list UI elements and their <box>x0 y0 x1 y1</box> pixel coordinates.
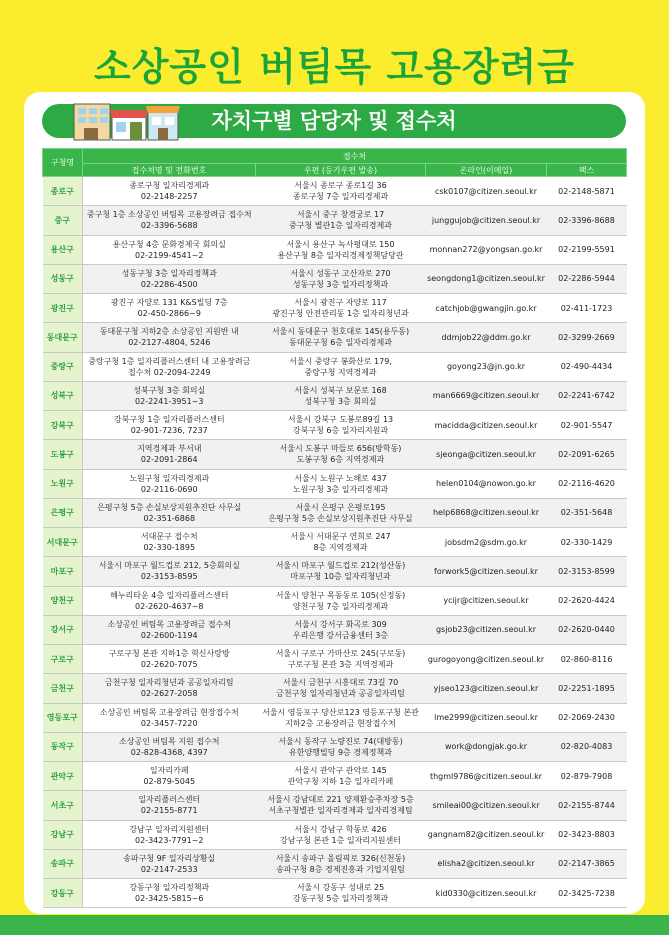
office-line: 02-2620-7075 <box>140 660 198 670</box>
fax-number: 02-3423-8803 <box>547 820 627 849</box>
office-line: 02-3396-5688 <box>140 221 198 231</box>
email-address: ycijr@citizen.seoul.kr <box>426 586 547 615</box>
mail-line: 서울시 노원구 노해로 437 <box>294 473 387 483</box>
table-row <box>43 323 627 352</box>
mail-line: 중구청 별관1층 일자리경제과 <box>289 221 392 231</box>
email-address: gangnam82@citizen.seoul.kr <box>426 820 547 849</box>
mail-cell <box>256 469 426 498</box>
fax-number: 02-2116-4620 <box>547 469 627 498</box>
district-name: 강서구 <box>43 615 83 644</box>
district-name: 관악구 <box>43 762 83 791</box>
bottom-strip <box>0 915 669 935</box>
district-name: 강북구 <box>43 411 83 440</box>
email-address: thgml9786@citizen.seoul.kr <box>426 762 547 791</box>
office-line: 지역경제과 부서내 <box>137 444 202 454</box>
fax-number: 02-901-5547 <box>547 411 627 440</box>
header-online: 온라인(이메일) <box>426 164 547 177</box>
mail-cell <box>256 674 426 703</box>
mail-line: 서울시 도봉구 마들로 656(방학동) <box>279 444 402 454</box>
office-cell <box>83 381 256 410</box>
mail-line: 성동구청 3층 일자리정책과 <box>292 279 389 289</box>
table-row <box>43 411 627 440</box>
office-line: 은평구청 5층 손실보상지원추진단 사무실 <box>97 502 242 512</box>
office-line: 중구청 1층 소상공인 버팀목 고용장려금 접수처 <box>86 210 252 220</box>
mail-cell <box>256 294 426 323</box>
office-line: 02-2620-4637~8 <box>135 601 204 611</box>
office-line: 해누리타운 4층 일자리플러스센터 <box>110 590 229 600</box>
office-line: 02-3423-7791~2 <box>135 835 204 845</box>
mail-cell <box>256 235 426 264</box>
email-address: goyong23@jn.go.kr <box>426 352 547 381</box>
table-row <box>43 762 627 791</box>
district-name: 동작구 <box>43 732 83 761</box>
office-line: 02-450-2866~9 <box>137 309 201 319</box>
table-row <box>43 879 627 908</box>
fax-number: 02-3153-8599 <box>547 557 627 586</box>
mail-cell <box>256 557 426 586</box>
mail-line: 마포구청 10층 일자리청년과 <box>290 572 391 582</box>
district-name: 서초구 <box>43 791 83 820</box>
table-row <box>43 586 627 615</box>
mail-cell <box>256 615 426 644</box>
table-row <box>43 703 627 732</box>
office-line: 02-3153-8595 <box>140 572 198 582</box>
mail-line: 관악구청 지하 1층 일자리카페 <box>287 777 394 787</box>
office-cell <box>83 352 256 381</box>
mail-line: 서울시 강남구 학동로 426 <box>294 824 387 834</box>
mail-line: 서울시 영등포구 당산로123 영등포구청 본관 <box>262 707 419 717</box>
mail-cell <box>256 703 426 732</box>
mail-line: 중랑구청 지역경제과 <box>304 367 377 377</box>
fax-number: 02-3396-8688 <box>547 206 627 235</box>
office-cell <box>83 469 256 498</box>
office-cell <box>83 323 256 352</box>
office-cell <box>83 411 256 440</box>
fax-number: 02-2147-3865 <box>547 849 627 878</box>
office-line: 소상공인 버팀목 지원 접수처 <box>119 736 220 746</box>
office-cell <box>83 528 256 557</box>
mail-line: 서울시 성동구 고산자로 270 <box>290 268 391 278</box>
mail-line: 서울시 양천구 목동동로 105(신정동) <box>275 590 406 600</box>
district-name: 강동구 <box>43 879 83 908</box>
mail-line: 은평구청 5층 손실보상지원추진단 사무실 <box>268 513 413 523</box>
office-line: 02-879-5045 <box>143 777 196 787</box>
mail-line: 강북구청 6층 일자리지원과 <box>292 426 389 436</box>
email-address: elisha2@citizen.seoul.kr <box>426 849 547 878</box>
office-line: 02-2241-3951~3 <box>135 396 204 406</box>
mail-line: 서울시 서대문구 연희로 247 <box>290 532 391 542</box>
mail-cell <box>256 498 426 527</box>
mail-line: 서울시 관악구 관악로 145 <box>294 766 387 776</box>
page-title: 소상공인 버팀목 고용장려금 <box>94 45 575 89</box>
mail-line: 서울시 금천구 시흥대로 73길 70 <box>282 678 399 688</box>
office-cell <box>83 235 256 264</box>
fax-number: 02-2620-0440 <box>547 615 627 644</box>
mail-cell <box>256 440 426 469</box>
mail-cell <box>256 820 426 849</box>
mail-cell <box>256 264 426 293</box>
header-district: 구청명 <box>43 149 83 177</box>
office-line: 02-2286-4500 <box>140 279 198 289</box>
mail-line: 용산구청 8층 일자리경제정책담당관 <box>277 250 404 260</box>
mail-line: 서울시 성북구 보문로 168 <box>294 385 387 395</box>
mail-cell <box>256 528 426 557</box>
mail-cell <box>256 645 426 674</box>
email-address: monnan272@yongsan.go.kr <box>426 235 547 264</box>
email-address: sjeonga@citizen.seoul.kr <box>426 440 547 469</box>
office-line: 02-351-6868 <box>143 513 196 523</box>
fax-number: 02-2620-4424 <box>547 586 627 615</box>
district-name: 중랑구 <box>43 352 83 381</box>
fax-number: 02-2148-5871 <box>547 177 627 206</box>
email-address: seongdong1@citizen.seoul.kr <box>426 264 547 293</box>
district-name: 구로구 <box>43 645 83 674</box>
office-cell <box>83 615 256 644</box>
district-name: 은평구 <box>43 498 83 527</box>
mail-line: 서울시 송파구 올림픽로 326(신천동) <box>275 853 406 863</box>
email-address: catchjob@gwangjin.go.kr <box>426 294 547 323</box>
mail-line: 서초구청별관 일자리경제과 일자리경제팀 <box>268 806 413 816</box>
fax-number: 02-490-4434 <box>547 352 627 381</box>
district-name: 강남구 <box>43 820 83 849</box>
mail-line: 서울시 종로구 종로1길 36 <box>294 181 387 191</box>
contact-table <box>42 148 627 908</box>
mail-line: 서울시 구로구 가마산로 245(구로동) <box>275 649 406 659</box>
mail-line: 서울시 강동구 성내로 25 <box>296 883 385 893</box>
office-line: 노원구청 일자리경제과 <box>129 473 210 483</box>
email-address: work@dongjak.go.kr <box>426 732 547 761</box>
fax-number: 02-3425-7238 <box>547 879 627 908</box>
fax-number: 02-2155-8744 <box>547 791 627 820</box>
mail-cell <box>256 586 426 615</box>
office-line: 02-2199-4541~2 <box>135 250 204 260</box>
office-line: 서울시 마포구 월드컵로 212, 5층회의실 <box>98 561 240 571</box>
office-line: 성동구청 3층 일자리정책과 <box>121 268 217 278</box>
office-cell <box>83 498 256 527</box>
district-name: 종로구 <box>43 177 83 206</box>
mail-line: 우리은행 강서금융센터 3층 <box>292 630 389 640</box>
email-address: csk0107@citizen.seoul.kr <box>426 177 547 206</box>
email-address: smileai00@citizen.seoul.kr <box>426 791 547 820</box>
mail-line: 서울시 마포구 월드컵로 212(성산동) <box>275 561 406 571</box>
fax-number: 02-2199-5591 <box>547 235 627 264</box>
office-cell <box>83 264 256 293</box>
district-name: 금천구 <box>43 674 83 703</box>
office-line: 강동구청 일자리정책과 <box>129 883 210 893</box>
district-name: 광진구 <box>43 294 83 323</box>
table-row <box>43 557 627 586</box>
mail-cell <box>256 732 426 761</box>
district-name: 마포구 <box>43 557 83 586</box>
mail-cell <box>256 352 426 381</box>
email-address: gsjob23@citizen.seoul.kr <box>426 615 547 644</box>
mail-line: 유한양행빌딩 9층 경제정책과 <box>289 747 392 757</box>
table-row <box>43 849 627 878</box>
mail-cell <box>256 762 426 791</box>
table-row <box>43 528 627 557</box>
email-address: ddmjob22@ddm.go.kr <box>426 323 547 352</box>
table-row <box>43 732 627 761</box>
office-line: 서대문구 접수처 <box>140 532 198 542</box>
email-address: man6669@citizen.seoul.kr <box>426 381 547 410</box>
mail-line: 강동구청 5층 일자리정책과 <box>292 894 389 904</box>
mail-line: 구로구청 본관 3층 지역경제과 <box>287 660 394 670</box>
office-line: 02-2600-1194 <box>140 630 198 640</box>
office-line: 종로구청 일자리경제과 <box>129 181 210 191</box>
table-row <box>43 791 627 820</box>
office-line: 02-3457-7220 <box>140 718 198 728</box>
office-cell <box>83 732 256 761</box>
office-line: 02-2147-2533 <box>140 864 198 874</box>
office-line: 02-3425-5815~6 <box>135 894 204 904</box>
mail-line: 송파구청 8층 경제진흥과 기업지원팀 <box>276 864 405 874</box>
office-line: 소상공인 버팀목 고용장려금 접수처 <box>107 619 232 629</box>
email-address: junggujob@citizen.seoul.kr <box>426 206 547 235</box>
mail-line: 8층 지역경제과 <box>313 543 368 553</box>
email-address: macidda@citizen.seoul.kr <box>426 411 547 440</box>
mail-cell <box>256 323 426 352</box>
mail-line: 서울시 중랑구 봉화산로 179, <box>289 356 392 366</box>
office-line: 일자리카페 <box>149 766 189 776</box>
office-line: 소상공인 버팀목 고용장려금 현장접수처 <box>99 707 239 717</box>
office-line: 02-2148-2257 <box>140 192 198 202</box>
district-name: 성북구 <box>43 381 83 410</box>
district-name: 도봉구 <box>43 440 83 469</box>
district-name: 영등포구 <box>43 703 83 732</box>
mail-cell <box>256 791 426 820</box>
office-line: 02-2091-2864 <box>140 455 198 465</box>
mail-line: 서울시 강서구 화곡로 309 <box>294 619 387 629</box>
mail-line: 서울시 동작구 노량진로 74(대방동) <box>278 736 403 746</box>
mail-cell <box>256 849 426 878</box>
office-cell <box>83 294 256 323</box>
district-name: 노원구 <box>43 469 83 498</box>
fax-number: 02-2091-6265 <box>547 440 627 469</box>
email-address: forwork5@citizen.seoul.kr <box>426 557 547 586</box>
office-cell <box>83 586 256 615</box>
mail-line: 서울시 강북구 도봉로89길 13 <box>287 415 394 425</box>
mail-line: 서울시 중구 창경궁로 17 <box>296 210 385 220</box>
fax-number: 02-351-5648 <box>547 498 627 527</box>
fax-number: 02-2241-6742 <box>547 381 627 410</box>
subtitle: 자치구별 담당자 및 접수처 <box>211 109 457 133</box>
mail-line: 양천구청 7층 일자리경제과 <box>292 601 389 611</box>
office-line: 02-828-4368, 4397 <box>130 747 208 757</box>
mail-line: 광진구청 안전관리동 1층 일자리청년과 <box>272 309 409 319</box>
district-name: 중구 <box>43 206 83 235</box>
fax-number: 02-860-8116 <box>547 645 627 674</box>
mail-line: 서울시 은평구 은평로195 <box>295 502 386 512</box>
office-line: 접수처 02-2094-2249 <box>128 367 211 377</box>
table-row <box>43 645 627 674</box>
district-name: 서대문구 <box>43 528 83 557</box>
office-cell <box>83 762 256 791</box>
table-row <box>43 206 627 235</box>
mail-line: 지하2층 고용장려금 현장접수처 <box>285 718 396 728</box>
fax-number: 02-2286-5944 <box>547 264 627 293</box>
table-row <box>43 469 627 498</box>
office-line: 02-330-1895 <box>143 543 196 553</box>
fax-number: 02-2069-2430 <box>547 703 627 732</box>
table-row <box>43 235 627 264</box>
office-line: 구로구청 본관 지하1층 혁신사랑방 <box>108 649 230 659</box>
fax-number: 02-411-1723 <box>547 294 627 323</box>
email-address: gurogoyong@citizen.seoul.kr <box>426 645 547 674</box>
storefront-icon <box>72 96 190 142</box>
office-line: 용산구청 4층 문화경제국 회의실 <box>112 239 226 249</box>
mail-line: 성북구청 3층 회의실 <box>304 396 377 406</box>
email-address: yjseo123@citizen.seoul.kr <box>426 674 547 703</box>
office-line: 송파구청 9F 일자리상황실 <box>123 853 216 863</box>
mail-line: 서울시 강남대로 221 양재환승주차장 5층 <box>267 795 414 805</box>
office-cell <box>83 820 256 849</box>
office-line: 02-901-7236, 7237 <box>130 426 208 436</box>
table-row <box>43 264 627 293</box>
header-mail: 우편 (등기우편 발송) <box>256 164 426 177</box>
office-cell <box>83 791 256 820</box>
table-row <box>43 498 627 527</box>
office-cell <box>83 206 256 235</box>
fax-number: 02-330-1429 <box>547 528 627 557</box>
district-name: 용산구 <box>43 235 83 264</box>
table-row <box>43 381 627 410</box>
office-cell <box>83 440 256 469</box>
table-row <box>43 820 627 849</box>
fax-number: 02-820-4083 <box>547 732 627 761</box>
fax-number: 02-3299-2669 <box>547 323 627 352</box>
office-cell <box>83 849 256 878</box>
mail-line: 노원구청 3층 일자리경제과 <box>292 484 389 494</box>
office-line: 강남구 일자리지원센터 <box>129 824 210 834</box>
district-name: 송파구 <box>43 849 83 878</box>
office-cell <box>83 557 256 586</box>
email-address: kid0330@citizen.seoul.kr <box>426 879 547 908</box>
district-name: 동대문구 <box>43 323 83 352</box>
office-line: 02-2116-0690 <box>140 484 198 494</box>
table-row <box>43 674 627 703</box>
fax-number: 02-879-7908 <box>547 762 627 791</box>
office-line: 일자리플러스센터 <box>138 795 201 805</box>
email-address: lme2999@citizen.seoul.kr <box>426 703 547 732</box>
office-line: 강북구청 1층 일자리플러스센터 <box>113 415 225 425</box>
email-address: jobsdm2@sdm.go.kr <box>426 528 547 557</box>
mail-line: 서울시 용산구 녹사평대로 150 <box>286 239 395 249</box>
office-cell <box>83 674 256 703</box>
mail-cell <box>256 381 426 410</box>
office-cell <box>83 879 256 908</box>
district-name: 양천구 <box>43 586 83 615</box>
header-office: 접수처명 및 전화번호 <box>83 164 256 177</box>
table-row <box>43 615 627 644</box>
mail-cell <box>256 206 426 235</box>
office-line: 금천구청 일자리청년과 공공일자리팀 <box>104 678 234 688</box>
office-line: 02-2627-2058 <box>140 689 198 699</box>
mail-line: 동대문구청 6층 일자리경제과 <box>289 338 392 348</box>
mail-cell <box>256 411 426 440</box>
office-line: 02-2155-8771 <box>140 806 198 816</box>
mail-line: 서울시 광진구 자양로 117 <box>294 298 387 308</box>
table-row <box>43 352 627 381</box>
office-line: 중랑구청 1층 일자리플러스센터 내 고용장려금 <box>88 356 251 366</box>
content-card <box>24 92 645 914</box>
mail-cell <box>256 177 426 206</box>
office-cell <box>83 645 256 674</box>
mail-line: 금천구청 일자리청년과 공공일자리팀 <box>276 689 405 699</box>
office-line: 동대문구청 지하2층 소상공인 지원반 내 <box>99 327 239 337</box>
table-row <box>43 294 627 323</box>
district-name: 성동구 <box>43 264 83 293</box>
office-cell <box>83 177 256 206</box>
email-address: help6868@citizen.seoul.kr <box>426 498 547 527</box>
mail-line: 서울시 동대문구 천호대로 145(용두동) <box>271 327 410 337</box>
email-address: helen0104@nowon.go.kr <box>426 469 547 498</box>
mail-line: 종로구청 7층 일자리경제과 <box>292 192 389 202</box>
header-reception: 접수처 <box>83 149 627 164</box>
mail-line: 강남구청 본관 1층 일자리지원센터 <box>280 835 401 845</box>
office-line: 광진구 자양로 131 K&S빌딩 7층 <box>110 298 228 308</box>
mail-line: 도봉구청 6층 지역경제과 <box>296 455 385 465</box>
office-cell <box>83 703 256 732</box>
mail-cell <box>256 879 426 908</box>
fax-number: 02-2251-1895 <box>547 674 627 703</box>
table-row <box>43 177 627 206</box>
header-fax: 팩스 <box>547 164 627 177</box>
table-row <box>43 440 627 469</box>
office-line: 02-2127-4804, 5246 <box>128 338 211 348</box>
office-line: 성북구청 3층 회의실 <box>133 385 206 395</box>
